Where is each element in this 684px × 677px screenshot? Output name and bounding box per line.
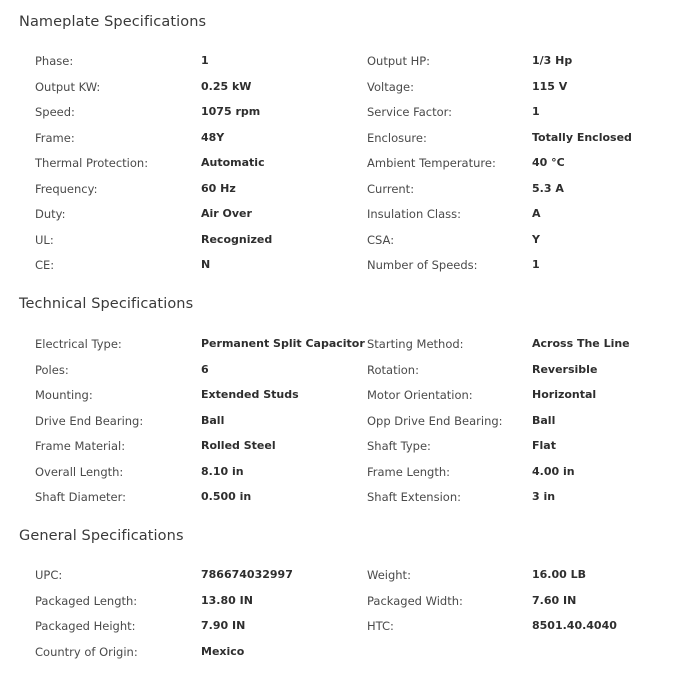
spec-row [0,619,684,639]
spec-value: 1 [532,105,540,118]
spec-value: Totally Enclosed [532,130,632,144]
spec-value: N [201,258,211,271]
spec-value: 40 °C [532,156,565,169]
spec-value: Extended Studs [201,388,299,401]
spec-value: Reversible [532,362,598,376]
spec-label: Output KW: [35,79,101,94]
spec-label: Phase: [35,54,74,68]
spec-label: Mounting: [35,388,93,402]
spec-label: Insulation Class: [367,207,462,221]
spec-label: Electrical Type: [35,337,122,351]
spec-value: A [532,207,541,220]
spec-row [0,207,684,227]
spec-row [0,156,684,176]
spec-row [0,131,684,151]
spec-label: Frequency: [35,181,98,196]
spec-row [0,54,684,74]
spec-label: HTC: [367,619,394,633]
spec-row [0,645,684,665]
spec-label: Poles: [35,362,69,377]
spec-label: Opp Drive End Bearing: [367,413,503,428]
spec-label: Thermal Protection: [35,156,149,170]
spec-value: Recognized [201,232,273,246]
spec-value: 1075 rpm [201,105,261,118]
spec-label: Shaft Type: [367,439,431,453]
spec-row [0,594,684,614]
section-title-general: General Specifications [19,528,184,544]
spec-label: Shaft Diameter: [35,490,127,504]
spec-value: 1 [532,258,540,271]
spec-label: UL: [35,232,54,247]
spec-value: 0.25 kW [201,79,252,93]
spec-label: Packaged Width: [367,593,463,608]
spec-value: 786674032997 [201,568,293,581]
spec-label: Motor Orientation: [367,388,473,402]
section-title-technical: Technical Specifications [19,296,194,312]
spec-label: Frame Length: [367,464,451,479]
spec-row [0,105,684,125]
spec-label: Frame Material: [35,439,126,453]
spec-row [0,439,684,459]
spec-label: UPC: [35,568,63,582]
spec-row [0,337,684,357]
spec-row [0,388,684,408]
spec-value: Automatic [201,156,265,169]
spec-value: Ball [201,413,225,427]
spec-label: Speed: [35,105,75,119]
spec-value: 60 Hz [201,181,236,195]
spec-label: Packaged Length: [35,593,138,608]
spec-value: Flat [532,439,556,452]
spec-label: Duty: [35,207,66,221]
spec-row [0,490,684,510]
spec-value: 5.3 A [532,181,564,195]
spec-label: Starting Method: [367,337,464,351]
spec-row [0,233,684,253]
spec-value: 1/3 Hp [532,54,573,67]
spec-row [0,363,684,383]
spec-row [0,182,684,202]
spec-label: Shaft Extension: [367,490,461,504]
spec-row [0,80,684,100]
spec-label: Frame: [35,130,75,145]
spec-label: Voltage: [367,79,415,94]
spec-label: Enclosure: [367,130,427,145]
spec-label: Packaged Height: [35,619,136,633]
spec-value: 48Y [201,130,225,144]
spec-label: Service Factor: [367,105,453,119]
spec-value: 3 in [532,490,556,503]
spec-value: 4.00 in [532,464,575,478]
spec-row [0,465,684,485]
spec-value: 13.80 IN [201,593,253,607]
spec-value: Across The Line [532,337,630,350]
spec-value: Y [532,232,540,246]
spec-value: 8501.40.4040 [532,619,617,632]
spec-label: Country of Origin: [35,644,138,659]
spec-value: 0.500 in [201,490,252,503]
spec-value: 6 [201,362,209,376]
spec-label: Current: [367,181,415,196]
spec-label: Weight: [367,568,411,582]
spec-value: 16.00 LB [532,568,587,581]
spec-value: 115 V [532,79,568,93]
spec-label: Overall Length: [35,464,124,479]
spec-label: Output HP: [367,54,431,68]
spec-value: 7.90 IN [201,619,246,632]
spec-label: Rotation: [367,362,419,377]
spec-value: Ball [532,413,556,427]
spec-value: Air Over [201,207,252,220]
spec-label: Drive End Bearing: [35,413,144,428]
spec-row [0,258,684,278]
spec-label: CE: [35,258,55,272]
spec-label: Ambient Temperature: [367,156,496,170]
spec-value: Permanent Split Capacitor [201,337,365,350]
spec-value: 1 [201,54,209,67]
spec-value: Rolled Steel [201,439,276,452]
spec-value: 8.10 in [201,464,244,478]
spec-label: Number of Speeds: [367,258,478,272]
spec-row [0,414,684,434]
spec-value: Mexico [201,644,245,658]
spec-label: CSA: [367,232,395,247]
section-title-nameplate: Nameplate Specifications [19,14,207,30]
spec-row [0,568,684,588]
spec-value: 7.60 IN [532,593,577,607]
spec-value: Horizontal [532,388,597,401]
